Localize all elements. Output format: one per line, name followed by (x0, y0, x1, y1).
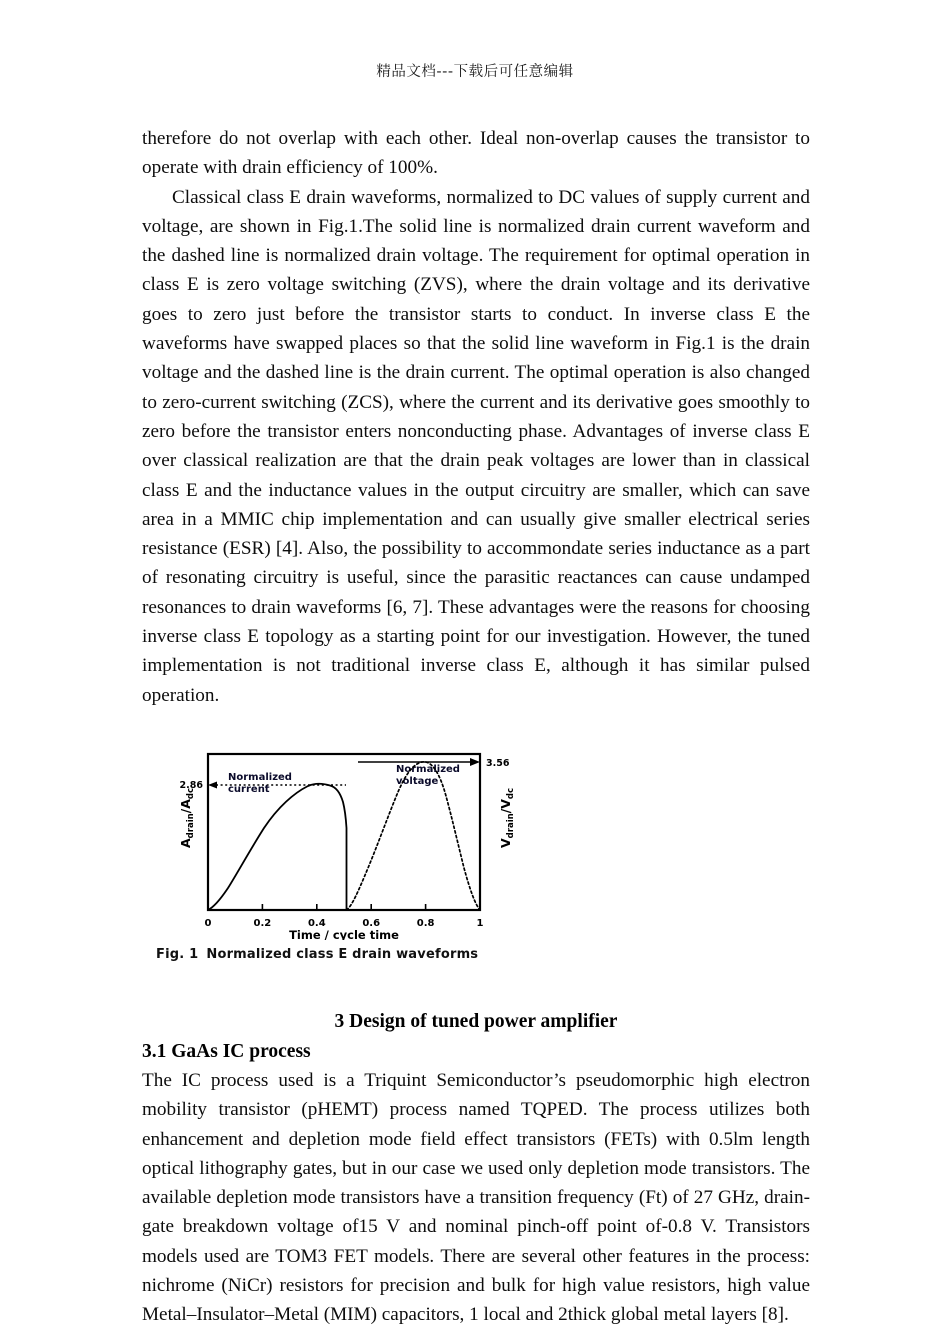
paragraph-1: therefore do not overlap with each other. Ideal non-overlap causes the transistor to operate with drain efficiency of 100%. (142, 128, 810, 179)
annotation-voltage-line2: voltage (396, 775, 439, 787)
right-axis-title (498, 788, 516, 848)
right-axis-main: V (498, 838, 513, 848)
document-content (142, 124, 810, 1330)
annotation-voltage-line1: Normalized (396, 763, 460, 775)
figure-caption-text: Normalized class E drain waveforms (206, 946, 479, 962)
right-axis-sub1: drain (506, 813, 516, 839)
xtick-0p8: 0.8 (416, 917, 435, 929)
x-axis-title: Time / cycle time (289, 927, 399, 940)
figure-1-plot (160, 740, 560, 945)
right-axis-slash: /V (498, 799, 513, 814)
left-axis-main: A (178, 838, 193, 848)
annotation-current-line1: Normalized (228, 771, 292, 783)
page-header-note: 精品文档---下载后可任意编辑 (376, 64, 574, 80)
svg-text:Vdrain/Vdc (498, 788, 516, 848)
section-heading: 3 Design of tuned power amplifier (334, 1010, 618, 1032)
right-axis-sub2: dc (506, 787, 516, 800)
figure-1 (142, 740, 810, 990)
left-axis-sub1: drain (186, 813, 196, 839)
xtick-0p6: 0.6 (362, 917, 381, 929)
xtick-1: 1 (476, 917, 484, 929)
subsection-heading: 3.1 GaAs IC process (142, 1040, 311, 1062)
figure-caption-label: Fig. 1 (156, 946, 199, 962)
right-peak-value-label: 3.56 (486, 757, 510, 769)
paragraph-2: Classical class E drain waveforms, normalized to DC values of supply current and voltage, are shown in Fig.1.The solid line is normalized drain current waveform and the dashed line is normalized drain voltage. The requirement for optimal operation in class E is zero voltage switching (ZVS), where the drain voltage and its derivative goes to zero just before the transistor starts to conduct. In inverse class E the waveforms have swapped places so that the solid line waveform in Fig.1 is the drain voltage and the dashed line is the drain current. The optimal operation is also changed to zero-current switching (ZCS), where the current and its derivative goes smoothly to zero before the transistor enters nonconducting phase. Advantages of inverse class E over classical realization are that the drain peak voltages are lower than in classical class E and the inductance values in the output circuitry are smaller, which can save area in a MMIC chip implementation and can usually give smaller electrical series resistance (ESR) [4]. Also, the possibility to accommondate series inductance as a part of resonating circuitry is useful, since the parasitic reactances can cause undamped resonances to drain waveforms [6, 7]. These advantages were the reasons for choosing inverse class E topology as a starting point for our investigation. However, the tuned implementation is not traditional inverse class E, although it has similar pulsed operation. (142, 186, 810, 706)
xtick-0: 0 (204, 917, 212, 929)
paragraph-3: The IC process used is a Triquint Semiconductor’s pseudomorphic high electron mobility transistor (pHEMT) process named TQPED. The process utilizes both enhancement and depletion mode field effect transistors (FETs) with 0.5lm length optical lithography gates, but in our case we used only depletion mode transistors. The available depletion mode transistors have a transition frequency (Ft) of 27 GHz, drain-gate breakdown voltage of15 V and nominal pinch-off point of-0.8 V. Transistors models used are TOM3 FET models. There are several other features in the process: nichrome (NiCr) resistors for precision and bulk for high value resistors, high value Metal–Insulator–Metal (MIM) capacitors, 1 local and 2thick global metal layers [8]. (142, 1069, 810, 1326)
xtick-0p2: 0.2 (253, 917, 272, 929)
left-peak-value-label: 2.86 (179, 779, 203, 791)
left-axis-sub2: dc (186, 787, 196, 800)
left-axis-title (178, 788, 196, 848)
svg-text:Adrain/Adc (178, 788, 196, 848)
class-e-waveform-chart (160, 740, 560, 940)
xtick-0p4: 0.4 (307, 917, 326, 929)
annotation-current-line2: current (228, 783, 270, 795)
figure-caption (156, 947, 478, 962)
left-axis-slash: /A (178, 799, 193, 814)
